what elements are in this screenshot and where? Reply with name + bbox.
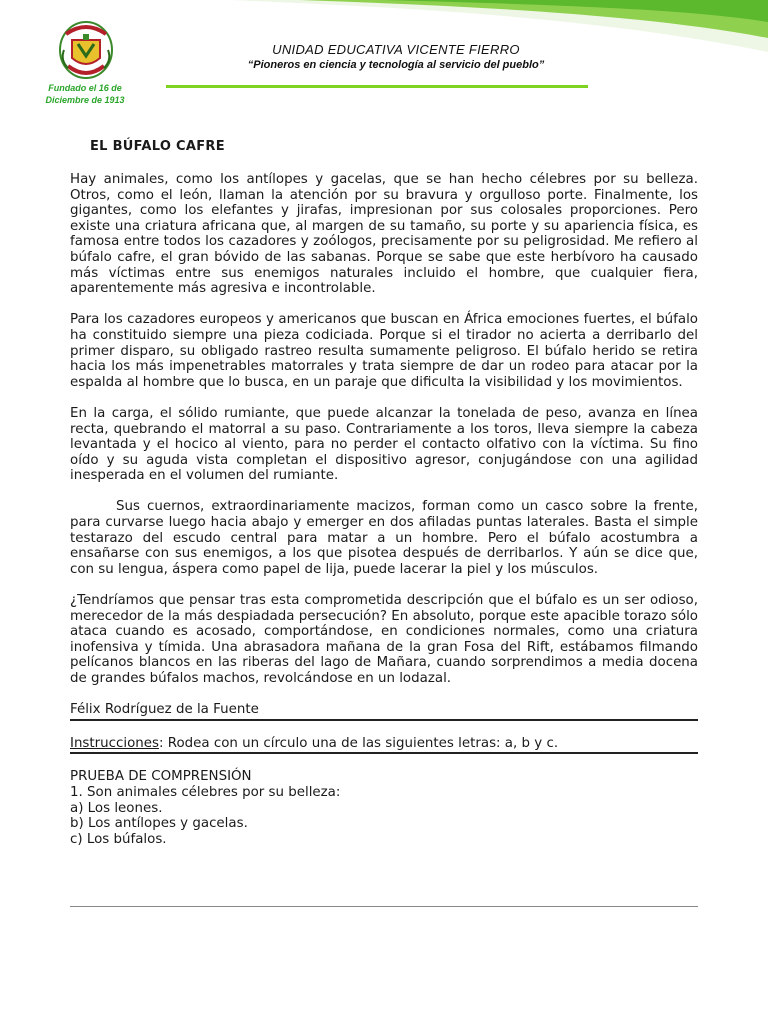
quiz-option-b[interactable]: b) Los antílopes y gacelas. xyxy=(70,816,248,832)
school-name: UNIDAD EDUCATIVA VICENTE FIERRO xyxy=(272,42,520,57)
quiz-heading: PRUEBA DE COMPRENSIÓN xyxy=(70,769,252,785)
comprehension-quiz xyxy=(70,769,698,847)
founded-date xyxy=(30,82,140,106)
paragraph-3: En la carga, el sólido rumiante, que puede alcanzar la tonelada de peso, avanza en línea recta, quebrando el matorral a su paso. Contrariamente a los toros, lleva siempre la cabeza levantada y el hocico al viento, para no perder el contacto olfativo con la víctima. Su fino oído y su aguda vista completan el dispositivo agresor, conjugándose con una agilidad inesperada en el volumen del rumiante. xyxy=(70,405,698,484)
quiz-option-a[interactable]: a) Los leones. xyxy=(70,800,163,816)
document-title: EL BÚFALO CAFRE xyxy=(90,139,225,154)
school-motto: “Pioneros en ciencia y tecnología al servicio del pueblo” xyxy=(247,59,545,71)
paragraph-2: Para los cazadores europeos y americanos que buscan en África emociones fuertes, el búfalo ha constituido siempre una pieza codiciada. Porque si el tirador no acierta a derribarlo del primer disparo, su obligado rastreo resulta sumamente peligroso. El búfalo herido se retira hacia los más impenetrables matorrales y trata siempre de dar un rodeo para atacar por la espalda al hombre que lo busca, en un paraje que dificulta la visibilidad y los movimientos. xyxy=(70,312,698,390)
author-line: Félix Rodríguez de la Fuente xyxy=(70,702,698,721)
instructions-line xyxy=(70,736,698,755)
founded-line-2: Diciembre de 1913 xyxy=(45,95,125,105)
quiz-option-c[interactable]: c) Los búfalos. xyxy=(70,831,167,847)
quiz-question: 1. Son animales célebres por su belleza: xyxy=(70,784,341,800)
paragraph-4: Sus cuernos, extraordinariamente macizos, forman como un casco sobre la frente, para curvarse luego hacia abajo y emerger en dos afiladas puntas laterales. Basta el simple testarazo del escudo central para matar a un hombre. Pero el búfalo acostumbra a ensañarse con sus enemigos, a los que pisotea después de derribarlos. Y aún se dice que, con su lengua, áspera como papel de lija, puede lacerar la piel y los músculos. xyxy=(70,499,698,577)
document-body xyxy=(70,172,698,847)
founded-line-1: Fundado el 16 de xyxy=(48,83,122,93)
paragraph-5: ¿Tendríamos que pensar tras esta comprometida descripción que el búfalo es un ser odioso, merecedor de la más despiadada persecución? En absoluto, porque este apacible torazo sólo ataca cuando es acosado, comportándose, en condiciones normales, como una criatura inofensiva y tímida. Una abrasadora mañana de la gran Fosa del Rift, estábamos filmando pelícanos blancos en las riberas del lago de Mañara, cuando sorprendimos a media docena de grandes búfalos machos, revolcándose en un lodazal. xyxy=(70,593,698,686)
header-divider xyxy=(166,85,588,88)
school-crest-logo xyxy=(58,20,114,82)
bottom-divider xyxy=(70,906,698,907)
instructions-text: : Rodea con un círculo una de las siguientes letras: a, b y c. xyxy=(159,735,559,751)
paragraph-1: Hay animales, como los antílopes y gacelas, que se han hecho célebres por su belleza. Otros, como el león, llaman la atención por su bravura y orgulloso porte. Finalmente, los gigantes, como los elefantes y jirafas, impresionan por sus colosales proporciones. Pero existe una criatura africana que, al margen de su tamaño, su porte y su apariencia física, es famosa entre todos los cazadores y zoólogos, precisamente por su peligrosidad. Me refiero al búfalo cafre, el gran bóvido de las sabanas. Porque se sabe que este herbívoro ha causado más víctimas entre sus enemigos naturales incluido el hombre, que cualquier fiera, aparentemente más agresiva e incontrolable. xyxy=(70,172,698,297)
instructions-label: Instrucciones xyxy=(70,735,159,751)
